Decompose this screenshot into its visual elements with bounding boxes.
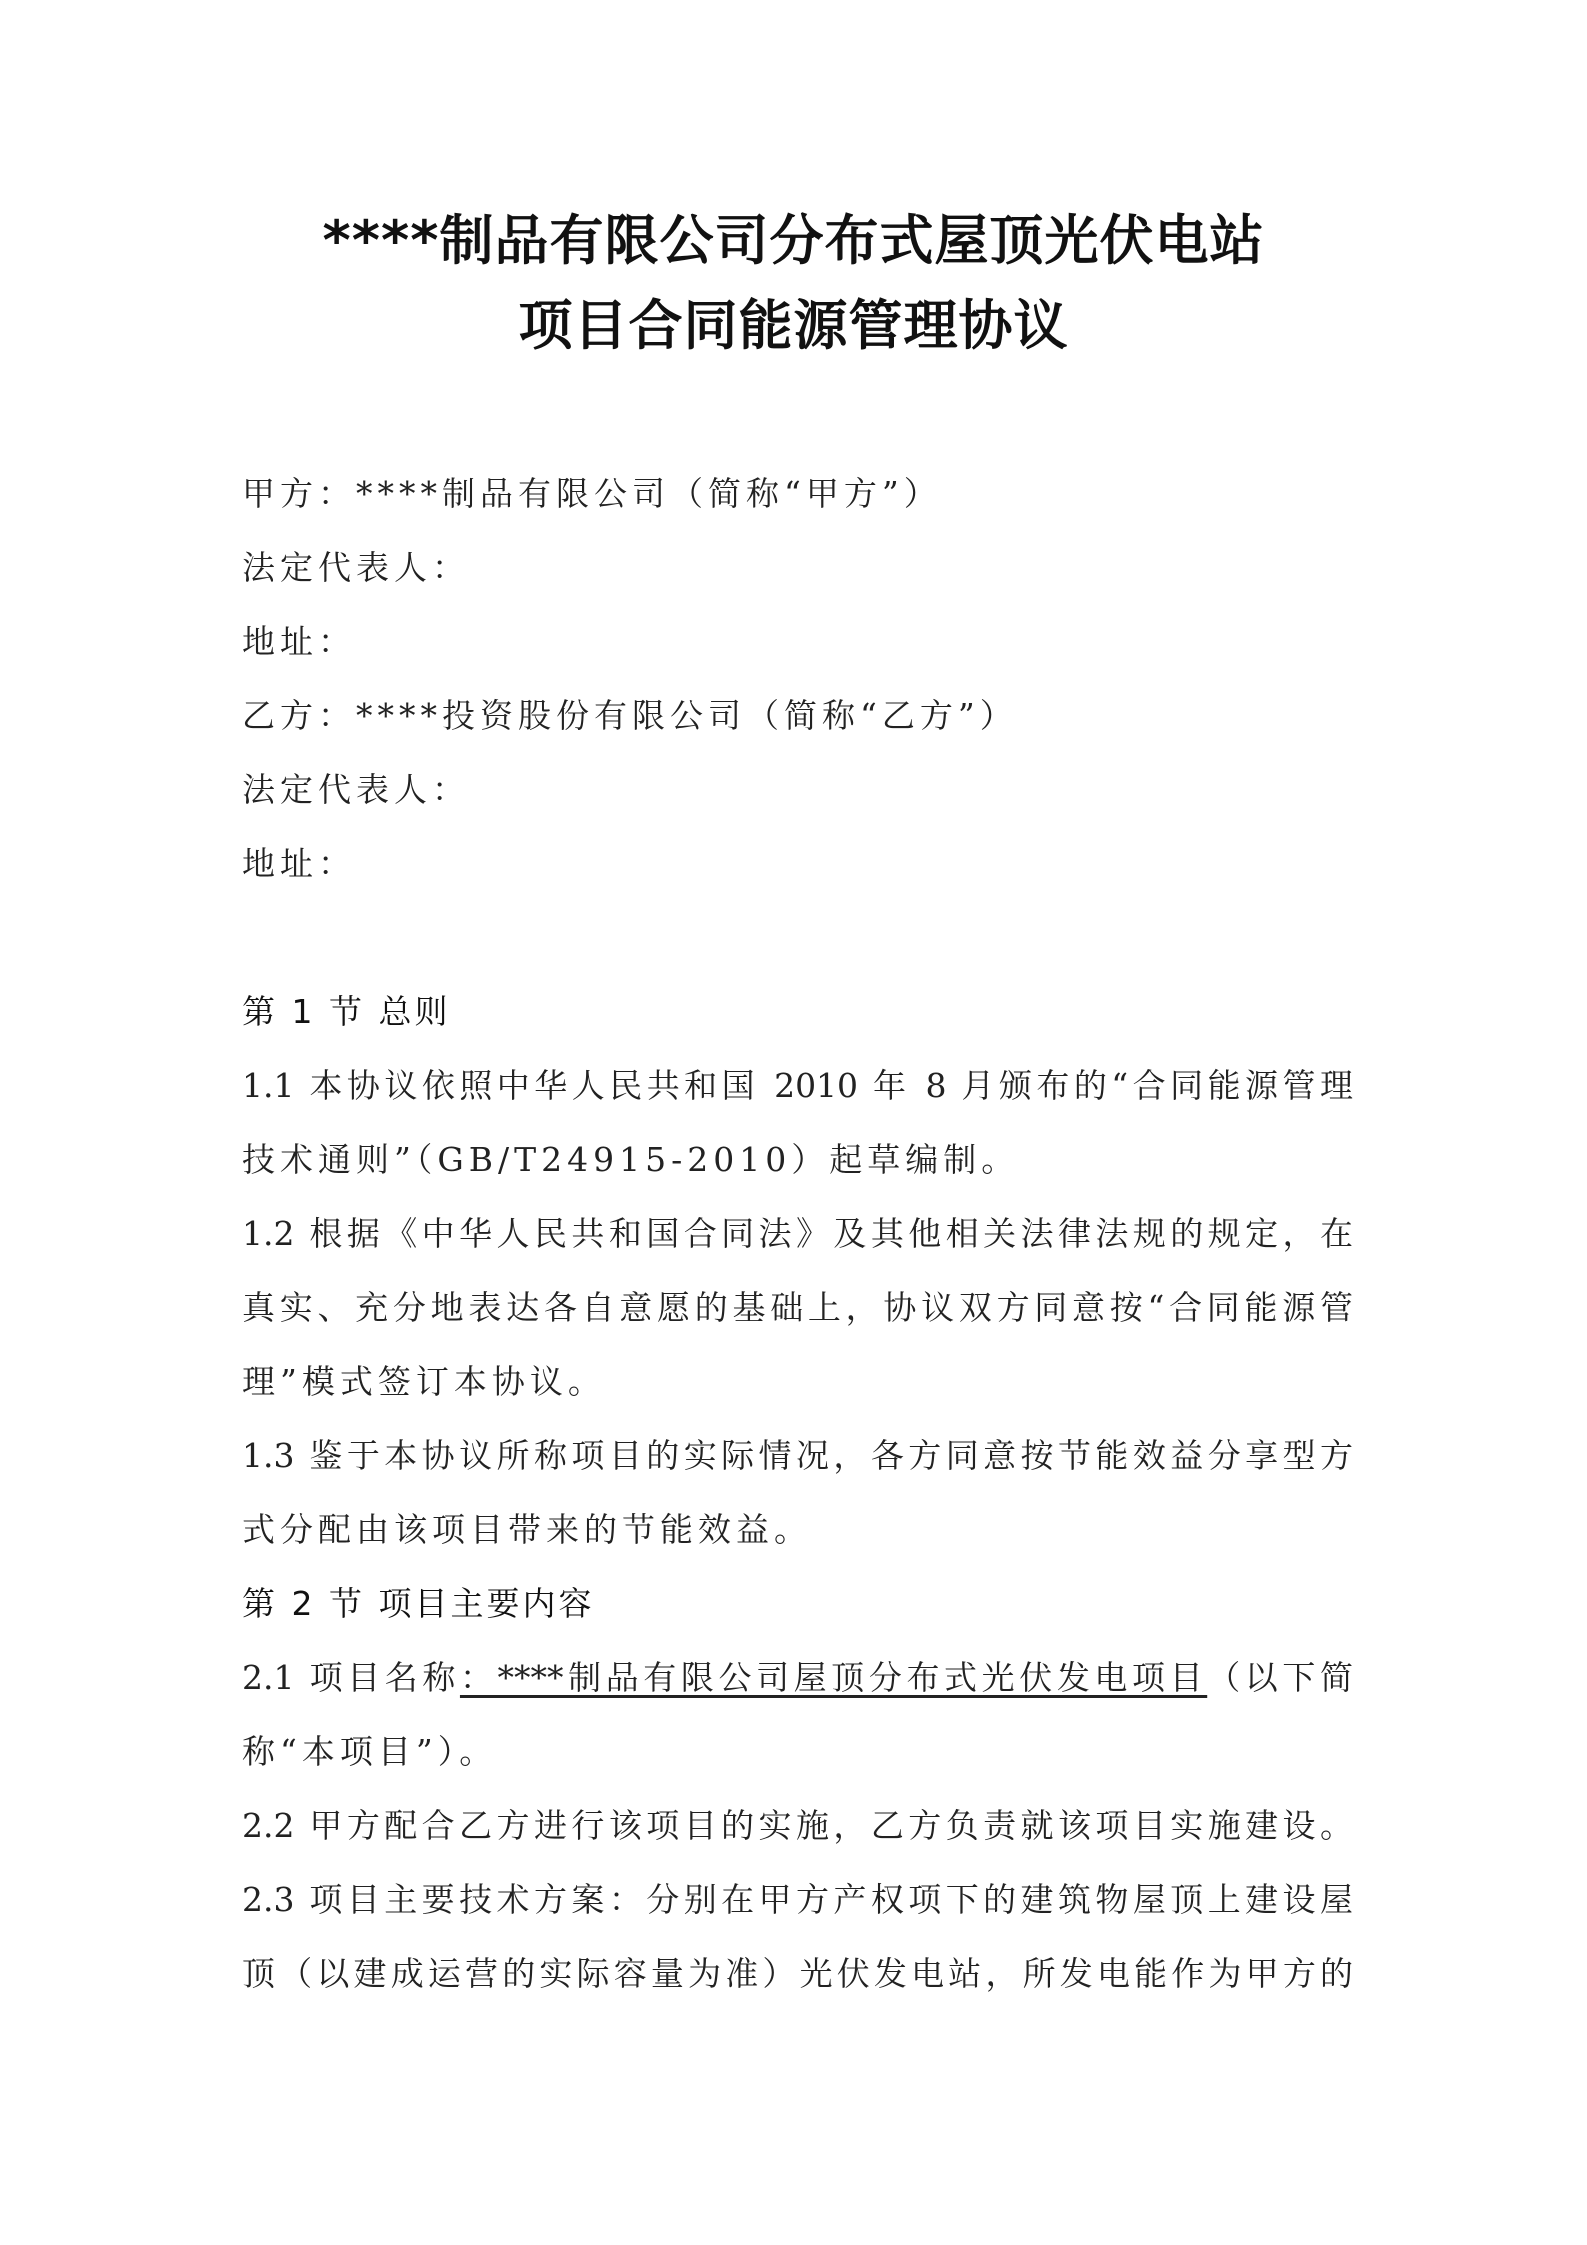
section-1-heading: 第 1 节 总则 <box>242 992 451 1031</box>
clause-2-3-line-1: 2.3 项目主要技术方案：分别在甲方产权项下的建筑物屋顶上建设屋 <box>242 1880 1353 1919</box>
party-b-name: 乙方：****投资股份有限公司（简称“乙方”） <box>242 696 1018 735</box>
party-b-representative: 法定代表人： <box>242 770 470 809</box>
clause-2-1-line-2: 称“本项目”）。 <box>242 1732 498 1771</box>
clause-1-2-line-3: 理”模式签订本协议。 <box>242 1362 606 1401</box>
clause-1-1-line-1: 1.1 本协议依照中华人民共和国 2010 年 8 月颁布的“合同能源管理 <box>242 1066 1353 1105</box>
clause-2-3-line-2: 顶（以建成运营的实际容量为准）光伏发电站，所发电能作为甲方的 <box>242 1954 1353 1993</box>
section-2-heading: 第 2 节 项目主要内容 <box>242 1584 595 1623</box>
clause-1-1-line-2: 技术通则”（GB/T24915-2010）起草编制。 <box>242 1140 1020 1179</box>
party-a-representative: 法定代表人： <box>242 548 470 587</box>
clause-1-2-line-2: 真实、充分地表达各自意愿的基础上，协议双方同意按“合同能源管 <box>242 1288 1353 1327</box>
clause-1-3-line-2: 式分配由该项目带来的节能效益。 <box>242 1510 812 1549</box>
party-a-address: 地址： <box>242 622 356 661</box>
clause-1-3-line-1: 1.3 鉴于本协议所称项目的实际情况，各方同意按节能效益分享型方 <box>242 1436 1353 1475</box>
clause-2-2: 2.2 甲方配合乙方进行该项目的实施，乙方负责就该项目实施建设。 <box>242 1806 1353 1845</box>
document-title-line-2: 项目合同能源管理协议 <box>518 294 1069 357</box>
clause-2-1-line-1 <box>242 1652 1353 1699</box>
party-b-address: 地址： <box>242 844 356 883</box>
project-name: ：****制品有限公司屋顶分布式光伏发电项目 <box>459 1658 1208 1697</box>
clause-2-1-prefix: 2.1 项目名称 <box>242 1658 460 1697</box>
document-title-line-1: ****制品有限公司分布式屋顶光伏电站 <box>322 209 1265 272</box>
party-a-name: 甲方：****制品有限公司（简称“甲方”） <box>242 474 942 513</box>
clause-2-1-suffix: （以下简 <box>1207 1658 1353 1697</box>
clause-1-2-line-1: 1.2 根据《中华人民共和国合同法》及其他相关法律法规的规定，在 <box>242 1214 1353 1253</box>
